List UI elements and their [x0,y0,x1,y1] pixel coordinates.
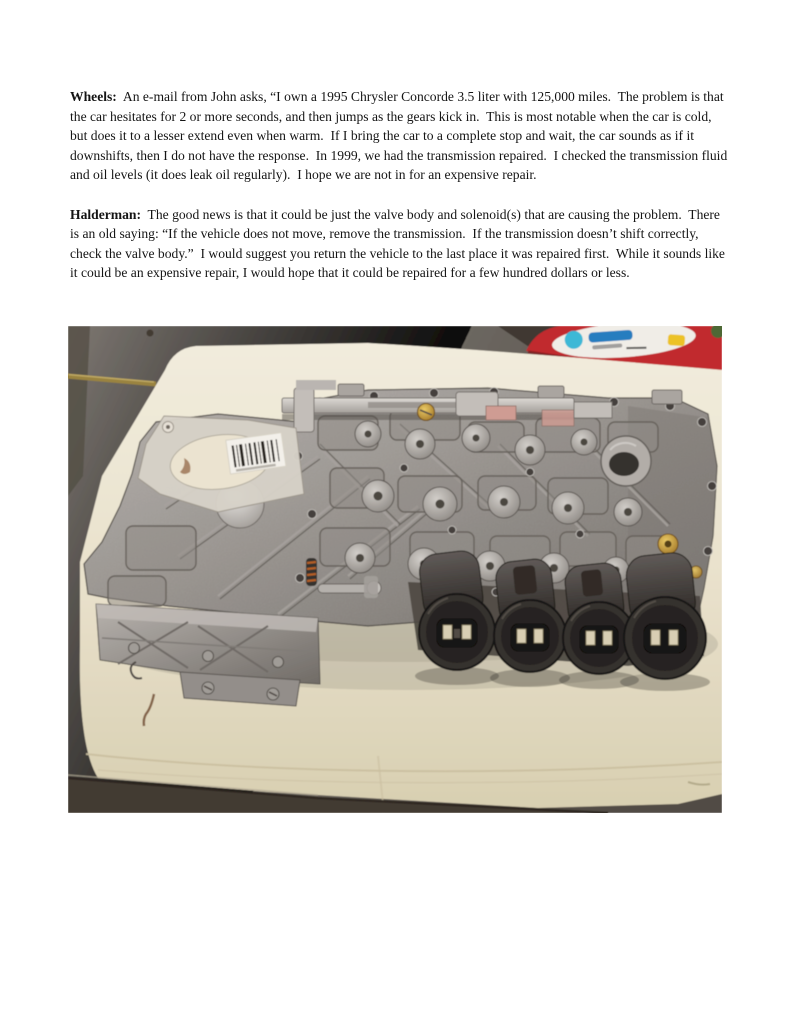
article-text [70,87,731,303]
photo-tint-overlay [68,326,722,813]
paragraph-halderman [70,205,728,283]
valve-body-photo [68,326,722,813]
paragraph-halderman-text: The good news is that it could be just the valve body and solenoid(s) that are causing the problem. There is an old saying: “If the vehicle does not move, remove the transmission. If the transmission doesn’t shift correctly, check the valve body.” I would suggest you return the vehicle to the last place it was repaired first. While it sounds like it could be an expensive repair, I would hope that it could be repaired for a few hundred dollars or less. [70,206,729,281]
paragraph-wheels [70,87,731,185]
speaker-label-halderman: Halderman: [70,206,141,222]
paragraph-wheels-text: An e-mail from John asks, “I own a 1995 Chrysler Concorde 3.5 liter with 125,000 miles. The problem is that the car hesitates for 2 or more seconds, and then jumps as the gears kick in. This is most notable when the car is cold, but does it to a lesser extend even when warm. If I bring the car to a complete stop and wait, the car sounds as if it downshifts, then I do not have the response. In 1999, we had the transmission repaired. I checked the transmission fluid and oil levels (it does leak oil regularly). I hope we are not in for an expensive repair. [70,89,731,183]
speaker-label-wheels: Wheels: [70,89,117,104]
